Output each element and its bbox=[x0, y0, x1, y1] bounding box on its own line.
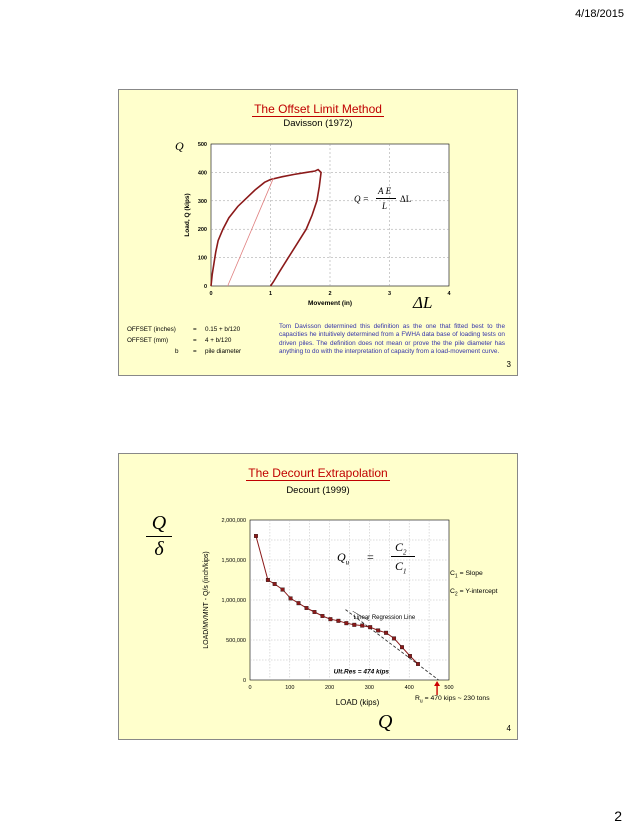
capacity-arrow-head bbox=[434, 681, 440, 686]
data-point bbox=[313, 610, 317, 614]
data-point bbox=[368, 625, 372, 629]
data-point bbox=[345, 621, 349, 625]
slide-subtitle: Decourt (1999) bbox=[286, 485, 350, 496]
regression-label: Linear Regression Line bbox=[353, 615, 416, 622]
y-tick-label: 200 bbox=[197, 227, 207, 234]
slide-offset-limit: The Offset Limit Method Davisson (1972) 0 100 200 300 400 500 0 1 2 3 4 Movement (in) Load, Q (kips) Q ΔL Q = A E L ΔL OFFSET (inches) = 0.15 + b/120 OFFSET (mm) = 4 + b/120 b = pile diameter Tom Davisson determined this definition as the one that fitted best to the capacities he intuitively determined from a FWHA data base of loading tests on driven piles. The definition does not mean or prove the the pile diameter has anything to do with the interpretation of capacity from a load-movement curve. 3 bbox=[118, 89, 518, 376]
q-symbol-bottom: Q bbox=[378, 711, 393, 733]
y-tick-label: 1,500,000 bbox=[221, 558, 246, 564]
coefficient-legend: $C_1$ = Slope $C_2$ = Y-intercept bbox=[450, 570, 498, 598]
y-axis-label: Load, Q (kips) bbox=[184, 193, 191, 237]
data-point bbox=[416, 662, 420, 666]
x-tick-label: 400 bbox=[404, 685, 414, 691]
x-tick-label: 500 bbox=[444, 685, 454, 691]
y-tick-label: 2,000,000 bbox=[221, 518, 246, 524]
data-point bbox=[352, 623, 356, 627]
data-point bbox=[384, 631, 388, 635]
y-tick-label: 300 bbox=[197, 198, 207, 205]
y-tick-label: 1,000,000 bbox=[221, 598, 246, 604]
slide-number: 4 bbox=[506, 724, 511, 733]
x-tick-label: 3 bbox=[387, 291, 392, 297]
data-point bbox=[392, 637, 396, 641]
delta-l-symbol: ΔL bbox=[413, 293, 433, 312]
data-point bbox=[281, 588, 285, 592]
data-point bbox=[273, 582, 277, 586]
slide-title: The Offset Limit Method bbox=[254, 102, 382, 116]
data-point bbox=[321, 614, 325, 618]
data-point bbox=[254, 534, 258, 538]
y-tick-label: 400 bbox=[197, 170, 207, 177]
x-tick-label: 0 bbox=[209, 291, 213, 297]
slide-title: The Decourt Extrapolation bbox=[248, 466, 388, 480]
page-date: 4/18/2015 bbox=[575, 8, 624, 20]
data-point bbox=[266, 578, 270, 582]
page-number: 2 bbox=[614, 808, 622, 824]
x-tick-label: 0 bbox=[248, 685, 252, 691]
data-point bbox=[289, 597, 293, 601]
q-symbol: Q bbox=[175, 139, 184, 153]
slide-decourt: The Decourt Extrapolation Decourt (1999) 0 500,000 1,000,000 1,500,000 2,000,000 0 100 200 300 400 500 LOAD (kips) LOAD/MVMNT - Q/s (inch/kips) Linear Regression Line Ult.Res = 474 kips Q δ $Q_u$ = $C_2$ $C_1$ $C_1$ = Slope $C_2$ = Y-intercept $R_u = 470$ kips ~ 230 tons Q 4 bbox=[118, 453, 518, 740]
data-point bbox=[297, 601, 301, 605]
x-tick-label: 4 bbox=[447, 291, 451, 297]
data-point bbox=[400, 645, 404, 649]
q-over-delta-label: Q δ bbox=[144, 512, 174, 561]
y-tick-label: 0 bbox=[242, 678, 246, 684]
x-tick-label: 300 bbox=[364, 685, 374, 691]
x-tick-label: 2 bbox=[328, 291, 332, 297]
x-tick-label: 1 bbox=[268, 291, 273, 297]
y-tick-label: 500,000 bbox=[226, 638, 246, 644]
ru-note: $R_u = 470$ kips ~ 230 tons bbox=[415, 695, 490, 705]
davisson-note: Tom Davisson determined this definition as the one that fitted best to the capacities he intuitively determined from a FWHA data base of loading tests on driven piles. The definition does not mean or prove the the pile diameter has anything to do with the interpretation of capacity from a load-movement curve. bbox=[279, 323, 505, 355]
data-point bbox=[408, 654, 412, 658]
data-point bbox=[329, 617, 333, 621]
x-axis-label: LOAD (kips) bbox=[335, 698, 380, 707]
y-tick-label: 0 bbox=[203, 284, 207, 290]
y-axis-label: LOAD/MVMNT - Q/s (inch/kips) bbox=[203, 551, 210, 649]
data-point bbox=[376, 629, 380, 633]
data-point bbox=[337, 619, 341, 623]
x-tick-label: 100 bbox=[285, 685, 295, 691]
slide-subtitle: Davisson (1972) bbox=[283, 118, 353, 129]
y-tick-label: 500 bbox=[197, 142, 207, 148]
data-point bbox=[305, 606, 309, 610]
data-point bbox=[360, 624, 364, 628]
y-tick-label: 100 bbox=[197, 255, 207, 262]
x-tick-label: 200 bbox=[325, 685, 335, 691]
slide-number: 3 bbox=[506, 360, 511, 369]
x-axis-label: Movement (in) bbox=[307, 300, 353, 307]
ult-res-label: Ult.Res = 474 kips bbox=[333, 668, 390, 676]
